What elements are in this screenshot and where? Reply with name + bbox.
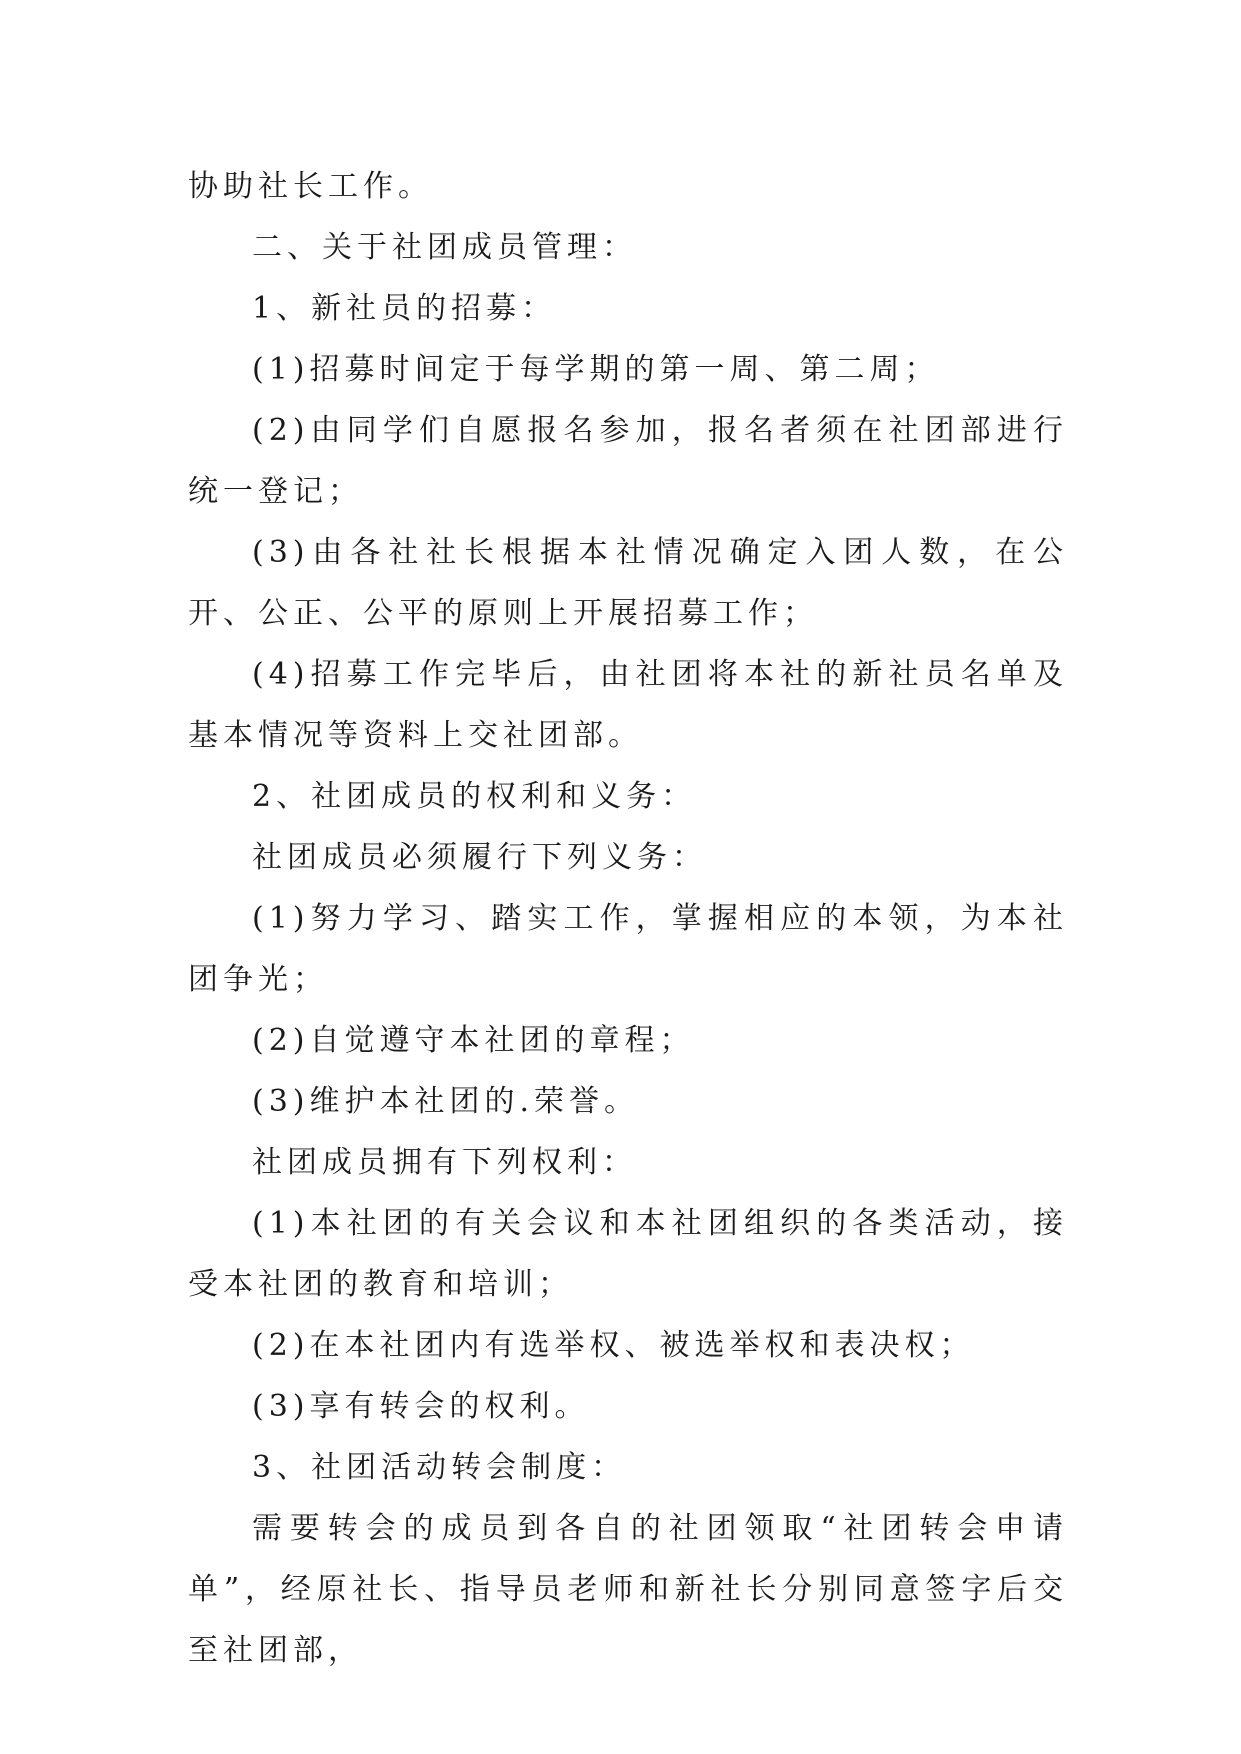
paragraph: 社团成员拥有下列权利： (252, 1145, 637, 1180)
list-item: (1)本社团的有关会议和本社团组织的各类活动，接受本社团的教育和培训； (188, 1206, 1068, 1302)
subsection-heading: 3、社团活动转会制度： (252, 1450, 627, 1485)
list-item: (2)由同学们自愿报名参加，报名者须在社团部进行统一登记； (188, 413, 1068, 509)
list-item: (3)享有转会的权利。 (252, 1389, 590, 1424)
subsection-heading: 1、新社员的招募： (252, 291, 557, 326)
list-item: (2)在本社团内有选举权、被选举权和表决权； (252, 1328, 975, 1363)
paragraph: 需要转会的成员到各自的社团领取“社团转会申请单”，经原社长、指导员老师和新社长分别同意签字后交至社团部， (188, 1511, 1068, 1668)
subsection-heading: 2、社团成员的权利和义务： (252, 779, 697, 814)
list-item: (1)努力学习、踏实工作，掌握相应的本领，为本社团争光； (188, 901, 1068, 997)
list-item: (3)维护本社团的.荣誉。 (252, 1084, 640, 1119)
paragraph: 协助社长工作。 (188, 169, 433, 204)
list-item: (3)由各社社长根据本社情况确定入团人数，在公开、公正、公平的原则上开展招募工作； (188, 535, 1068, 631)
paragraph: 社团成员必须履行下列义务： (252, 840, 707, 875)
section-heading: 二、关于社团成员管理： (252, 230, 637, 265)
list-item: (4)招募工作完毕后，由社团将本社的新社员名单及基本情况等资料上交社团部。 (188, 657, 1068, 753)
document-body (188, 156, 1068, 1681)
list-item: (2)自觉遵守本社团的章程； (252, 1023, 695, 1058)
list-item: (1)招募时间定于每学期的第一周、第二周； (252, 352, 940, 387)
